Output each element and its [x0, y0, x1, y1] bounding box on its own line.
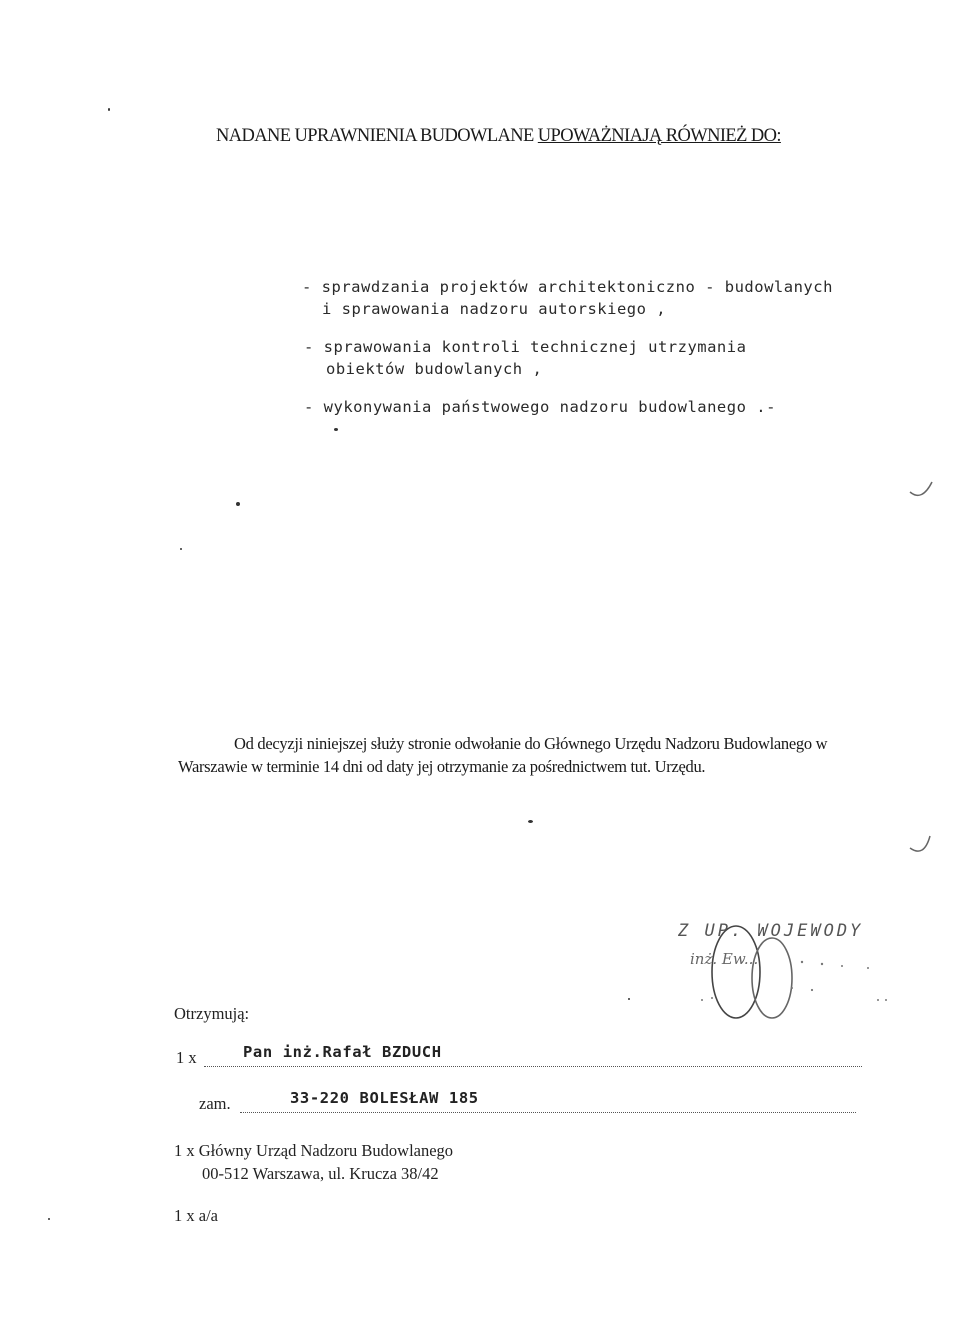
- recipient-3: 1 x a/a: [174, 1206, 218, 1225]
- scan-edge-mark: [904, 470, 944, 510]
- recipient-2-line-2: 00-512 Warszawa, ul. Krucza 38/42: [202, 1164, 439, 1183]
- address-prefix: zam.: [199, 1094, 231, 1113]
- scan-speck: [628, 998, 630, 1000]
- scan-speck: [236, 502, 240, 506]
- stamp-line-1: Z UP. WOJEWODY: [678, 921, 864, 941]
- official-stamp: [672, 912, 900, 1022]
- recipient-2-line-1: 1 x Główny Urząd Nadzoru Budowlanego: [174, 1141, 454, 1160]
- recipient-1-dotted-line: [204, 1066, 862, 1067]
- document-heading: [216, 126, 876, 147]
- scan-speck: [334, 428, 338, 431]
- appeal-paragraph: [178, 732, 886, 778]
- list-item-2-line-2: obiektów budowlanych ,: [326, 360, 543, 378]
- list-item-3-line-1: - wykonywania państwowego nadzoru budowlanego .-: [304, 398, 776, 416]
- recipient-1-name: Pan inż.Rafał BZDUCH: [243, 1043, 442, 1061]
- scan-speck: [528, 820, 533, 823]
- appeal-text: Od decyzji niniejszej służy stronie odwołanie do Głównego Urzędu Nadzoru Budowlanego w Warszawie w terminie 14 dni od daty jej otrzymanie za pośrednictwem tut. Urzędu.: [178, 734, 828, 776]
- list-item-2-line-1: - sprawowania kontroli technicznej utrzymania: [304, 338, 747, 356]
- scan-edge-mark: [904, 828, 944, 868]
- recipient-1-prefix: 1 x: [176, 1048, 197, 1067]
- stamp-line-2: inż. Ew...: [690, 950, 759, 968]
- address-value: 33-220 BOLESŁAW 185: [290, 1089, 479, 1107]
- list-item-1-line-1: - sprawdzania projektów architektoniczno - budowlanych: [302, 278, 833, 296]
- scan-speck: [180, 548, 182, 550]
- scan-speck: [108, 108, 110, 111]
- heading-underlined: UPOWAŻNIAJĄ RÓWNIEŻ DO:: [537, 126, 781, 146]
- scan-speck: [48, 1218, 50, 1220]
- recipients-label: Otrzymują:: [174, 1004, 250, 1023]
- list-item-1-line-2: i sprawowania nadzoru autorskiego ,: [322, 300, 667, 318]
- address-dotted-line: [240, 1112, 856, 1113]
- heading-plain: NADANE UPRAWNIENIA BUDOWLANE: [216, 126, 534, 146]
